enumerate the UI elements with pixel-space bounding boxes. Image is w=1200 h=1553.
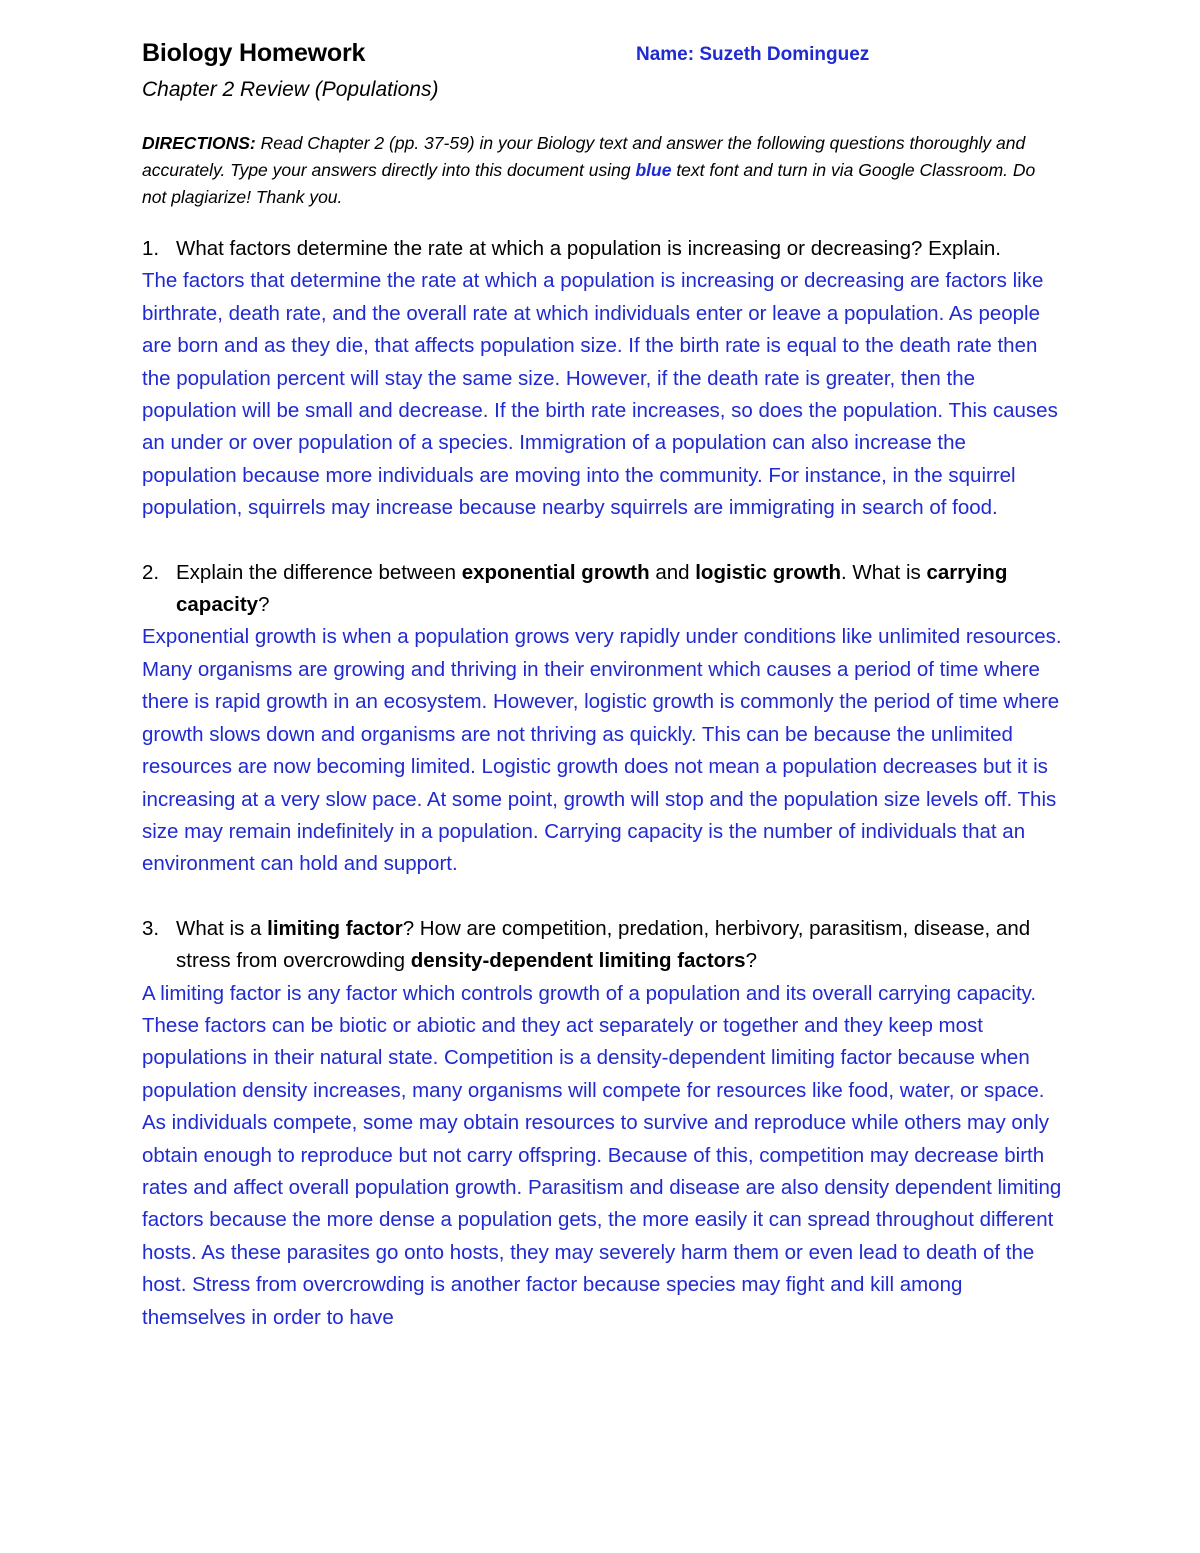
term-density-dependent-limiting-factors: density-dependent limiting factors xyxy=(410,949,746,973)
directions-paragraph xyxy=(142,130,1062,211)
question-text: ? How are competition, predation, herbivory, parasitism, disease, and stress from overcrowding xyxy=(176,916,1031,973)
term-exponential-growth: exponential growth xyxy=(461,560,650,584)
student-name: Name: Suzeth Dominguez xyxy=(636,44,870,65)
question-text: What factors determine the rate at which a population is increasing or decreasing? Explain. xyxy=(176,237,1002,260)
document-subtitle: Chapter 2 Review (Populations) xyxy=(142,78,439,101)
document-header xyxy=(142,36,1072,72)
directions-text-1: Read Chapter 2 (pp. 37-59) in your Biology text and answer the following questions thoroughly and accurately. Type your answers directly into this document using xyxy=(142,133,1026,180)
question-1 xyxy=(142,233,1060,265)
question-2 xyxy=(142,557,1060,622)
answer-3: A limiting factor is any factor which controls growth of a population and its overall carrying capacity. These factors can be biotic or abiotic and they act separately or together and they keep most populations in their natural state. Competition is a density-dependent limiting factor because when population density increases, many organisms will compete for resources like food, water, or space. As individuals compete, some may obtain resources to survive and reproduce while others may only obtain enough to reproduce but not carry offspring. Because of this, competition may decrease birth rates and affect overall population growth. Parasitism and disease are also density dependent limiting factors because the more dense a population gets, the more easily it can spread throughout different hosts. As these parasites go onto hosts, they may severely harm them or even lead to death of the host. Stress from overcrowding is another factor because species may fight and kill among themselves in order to have xyxy=(142,981,1062,1329)
question-3 xyxy=(142,913,1060,978)
question-text: and xyxy=(649,560,696,584)
directions-label: DIRECTIONS: xyxy=(142,133,256,153)
spacer xyxy=(142,525,1072,557)
question-number: 1. xyxy=(142,237,160,260)
answer-2: Exponential growth is when a population grows very rapidly under conditions like unlimited resources. Many organisms are growing and thriving in their environment which causes a period of time where there is rapid growth in an ecosystem. However, logistic growth is commonly the period of time where growth slows down and organisms are not thriving as quickly. This can be because the unlimited resources are now becoming limited. Logistic growth does not mean a population decreases but it is increasing at a very slow pace. At some point, growth will stop and the population size levels off. This size may remain indefinitely in a population. Carrying capacity is the number of individuals that an environment can hold and support. xyxy=(142,625,1062,876)
directions-blue-word: blue xyxy=(635,160,672,180)
question-text: Explain the difference between xyxy=(176,560,462,584)
term-limiting-factor: limiting factor xyxy=(267,916,403,940)
answer-1: The factors that determine the rate at which a population is increasing or decreasing are factors like birthrate, death rate, and the overall rate at which individuals enter or leave a population. As people are born and as they die, that affects population size. If the birth rate is equal to the death rate then the population percent will stay the same size. However, if the death rate is greater, then the population will be small and decrease. If the birth rate increases, so does the population. This causes an under or over population of a species. Immigration of a population can also increase the population because more individuals are moving into the community. For instance, in the squirrel population, squirrels may increase because nearby squirrels are immigrating in search of food. xyxy=(142,269,1058,520)
question-number: 2. xyxy=(142,560,160,584)
question-text: . What is xyxy=(841,560,927,584)
question-number: 3. xyxy=(142,916,160,940)
question-text: ? xyxy=(745,949,757,973)
document-page xyxy=(142,36,1072,1334)
question-text: ? xyxy=(258,593,270,617)
spacer xyxy=(142,881,1072,913)
question-text: What is a xyxy=(176,916,268,940)
directions-text-2: text font and turn in via Google Classroom. Do not plagiarize! Thank you. xyxy=(142,160,1036,207)
document-title: Biology Homework xyxy=(142,39,366,67)
term-carrying-capacity: carrying capacity xyxy=(176,560,1008,617)
term-logistic-growth: logistic growth xyxy=(695,560,842,584)
